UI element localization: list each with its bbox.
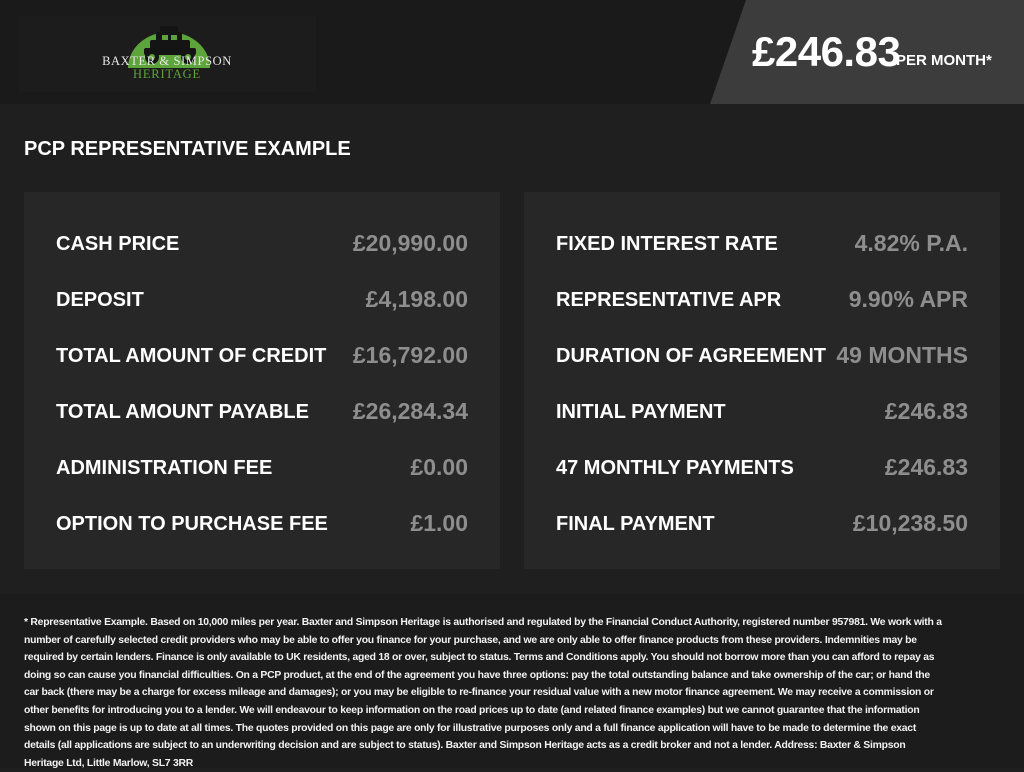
finance-details-left-panel — [24, 192, 500, 569]
row-label: TOTAL AMOUNT OF CREDIT — [56, 345, 327, 367]
row-fixed-interest-rate — [556, 230, 968, 260]
row-initial-payment — [556, 398, 968, 428]
row-label: CASH PRICE — [56, 233, 180, 255]
row-label: DEPOSIT — [56, 289, 144, 311]
row-label: INITIAL PAYMENT — [556, 401, 726, 423]
row-label: FIXED INTEREST RATE — [556, 233, 778, 255]
brand-name: BAXTER & SIMPSON — [102, 54, 232, 68]
finance-disclaimer: * Representative Example. Based on 10,000 miles per year. Baxter and Simpson Heritage is authorised and regulated by the Financial Conduct Authority, registered number 957981. We work with a number of carefully selected credit providers who may be able to offer you finance for your purchase, and we are only able to offer finance products from these providers. Indemnities may be required by certain lenders. Finance is only available to UK residents, aged 18 or over, subject to status. Terms and Conditions apply. You should not borrow more than you can afford to repay as doing so can cause you financial difficulties. On a PCP product, at the end of the agreement you have three options: pay the total outstanding balance and take ownership of the car; or hand the car back (there may be a charge for excess mileage and damages); or you may be eligible to re-finance your residual value with a new motor finance agreement. We may receive a commission or other benefits for introducing you to a lender. We will endeavour to keep information on the road prices up to date (and related finance examples) but we cannot guarantee that the information shown on this page is up to date at all times. The quotes provided on this page are only for illustrative purposes only and a full finance application will have to be made to determine the exact details (all applications are subject to an underwriting decision and are subject to status). Baxter and Simpson Heritage acts as a credit broker and not a lender. Address: Baxter & Simpson Heritage Ltd, Little Marlow, SL7 3RR — [24, 617, 942, 769]
row-label: ADMINISTRATION FEE — [56, 457, 273, 479]
brand-logo[interactable] — [18, 16, 316, 92]
row-label: DURATION OF AGREEMENT — [556, 345, 826, 367]
row-value: 49 MONTHS — [836, 342, 968, 368]
row-value: £26,284.34 — [352, 398, 468, 424]
row-option-to-purchase-fee — [56, 510, 468, 540]
row-monthly-payments — [556, 454, 968, 484]
row-value: £246.83 — [884, 398, 968, 424]
finance-details-right-panel — [524, 192, 1000, 569]
monthly-price-amount: £246.83 — [752, 28, 901, 75]
row-value: £10,238.50 — [852, 510, 968, 536]
row-cash-price — [56, 230, 468, 260]
header-bar — [0, 0, 1024, 104]
section-title: PCP REPRESENTATIVE EXAMPLE — [24, 138, 351, 160]
row-value: 9.90% APR — [848, 286, 968, 312]
row-value: £246.83 — [884, 454, 968, 480]
row-deposit — [56, 286, 468, 316]
row-label: 47 MONTHLY PAYMENTS — [556, 457, 794, 479]
row-value: £4,198.00 — [365, 286, 468, 312]
row-final-payment — [556, 510, 968, 540]
monthly-price-suffix: PER MONTH* — [896, 52, 992, 69]
row-value: £1.00 — [410, 510, 468, 536]
row-admin-fee — [56, 454, 468, 484]
row-representative-apr — [556, 286, 968, 316]
row-value: £0.00 — [410, 454, 468, 480]
row-duration — [556, 342, 968, 372]
row-label: TOTAL AMOUNT PAYABLE — [56, 401, 309, 423]
row-total-credit — [56, 342, 468, 372]
row-value: £20,990.00 — [352, 230, 468, 256]
brand-subtitle: HERITAGE — [133, 67, 201, 81]
row-value: 4.82% P.A. — [854, 230, 968, 256]
row-value: £16,792.00 — [352, 342, 468, 368]
row-label: OPTION TO PURCHASE FEE — [56, 513, 328, 535]
row-label: REPRESENTATIVE APR — [556, 289, 782, 311]
row-total-payable — [56, 398, 468, 428]
row-label: FINAL PAYMENT — [556, 513, 715, 535]
